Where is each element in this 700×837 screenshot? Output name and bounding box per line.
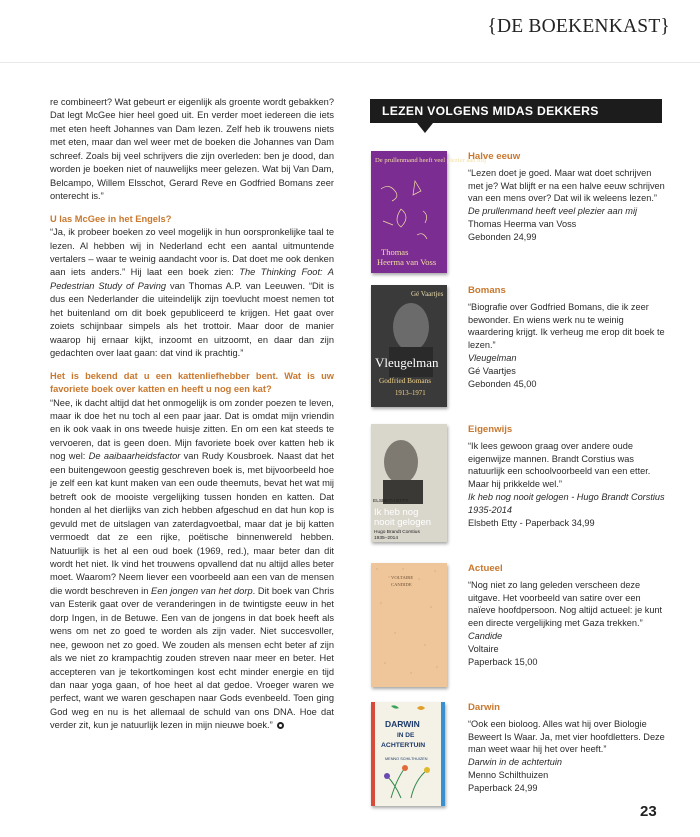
cover-art	[371, 563, 447, 687]
answer-text: “Nee, ik dacht altijd dat het onmogelijk is om zonder poezen te leven, maar ik doe het nu toch al een paar jaar. Dat is omdat mijn vriendin en ik ook vaak in ons tweede huisje zitten. En om een kat steeds te vervoeren, dat is geen doen. Mijn favoriete boek over katten heb ik nog wel:	[50, 397, 334, 462]
book-quote: “Biografie over Godfried Bomans, die ik zeer bewonder. En wiens werk nu te weinig waardering krijgt. Ik verheug me erop dit boek te lezen.”	[468, 301, 665, 351]
book-title-mention: De aaibaarheidsfactor	[88, 451, 181, 462]
answer-text: “Ja, ik probeer boeken zo veel mogelijk in hun oorspronkelijke taal te lezen. Al hebben wij in Nederland echt een aantal uitmuntende vertalers – waar te weinig aandacht voor is. Dat doet me ook denken aan iets anders.” Hij laat een boek zien:	[50, 227, 334, 278]
book-entry-eigenwijs	[468, 424, 668, 529]
sidebar-pointer-icon	[417, 123, 433, 133]
book-entry-darwin	[468, 702, 668, 795]
cover-author-last: Heerma van Voss	[377, 257, 437, 267]
book-price: Gebonden 24,99	[468, 231, 537, 242]
interview-question: Het is bekend dat u een kattenliefhebber bent. Wat is uw favoriete boek over katten en heeft u nog een kat?	[50, 370, 334, 395]
book-title: Vleugelman	[468, 352, 517, 363]
book-category: Halve eeuw	[468, 151, 521, 162]
book-cover-ik-heb-nog-nooit-gelogen	[371, 424, 447, 542]
book-quote: “Nog niet zo lang geleden verscheen deze uitgave. Het voorbeeld van satire over een naïeve hoofdpersoon. Nog altijd actueel: je kunt een directe vergelijking met Gaza trekken.”	[468, 579, 663, 629]
cover-author: MENNO SCHILTHUIZEN	[385, 757, 428, 761]
cover-author: ELSBETH ETTY	[373, 499, 409, 504]
book-title: Ik heb nog nooit gelogen - Hugo Brandt Corstius 1935-2014	[468, 491, 665, 515]
book-title: Candide	[468, 630, 503, 641]
interview-question: U las McGee in het Engels?	[50, 213, 172, 224]
cover-title: CANDIDE	[391, 582, 412, 587]
cover-years: 1913–1971	[395, 390, 426, 397]
cover-author: Gé Vaartjes	[411, 290, 444, 298]
book-cover-vleugelman	[371, 285, 447, 407]
cover-title-line2: IN DE	[397, 732, 415, 739]
book-cover-prullenmand	[371, 151, 486, 273]
book-entry-halve-eeuw	[468, 151, 668, 244]
book-entry-bomans	[468, 285, 668, 390]
cover-author-first: Thomas	[381, 247, 409, 257]
book-category: Actueel	[468, 563, 503, 574]
book-quote: “Ook een bioloog. Alles wat hij over Biologie Beweert Is Waar. Ja, met vier hoofdletters. Deze man weet waar hij het over heeft.”	[468, 718, 665, 755]
cover-title-line3: ACHTERTUIN	[381, 742, 426, 749]
interview-answer	[50, 226, 334, 361]
book-price: Paperback 24,99	[468, 782, 538, 793]
book-author: Voltaire	[468, 643, 499, 654]
cover-title-line1: Ik heb nog	[374, 507, 419, 518]
header-divider	[0, 62, 700, 63]
cover-title: De prullenmand heeft veel plezier aan mij	[375, 157, 486, 164]
book-author: Menno Schilthuizen	[468, 769, 549, 780]
cover-subtitle: Hugo Brandt Corstius	[374, 530, 420, 535]
cover-title-line1: DARWIN	[385, 719, 420, 729]
answer-text: van Thomas A.P. van Leeuwen. “Dit is dus een Nederlander die uiteindelijk zijn toevlucht moest nemen tot het buitenland om dit boek gepubliceerd te krijgen. Het gaat over zoiets schijnbaar simpels als het trottoir. Maar door de manier waarop hij ernaar kijkt, inzoomt en uitzoomt, en daar dan zijn gedachten over laat gaan: dat vind ik prachtig.”	[50, 280, 334, 359]
interview-answer	[50, 397, 334, 733]
book-title-mention: The Thinking Foot: A Pedestrian Study of Paving	[50, 267, 334, 291]
book-cover-candide	[371, 563, 447, 687]
book-author: Gé Vaartjes	[468, 365, 516, 376]
sidebar-title: LEZEN VOLGENS MIDAS DEKKERS	[370, 99, 662, 123]
book-author: Thomas Heerma van Voss	[468, 218, 577, 229]
cover-art	[371, 702, 445, 806]
book-author-price: Elsbeth Etty - Paperback 34,99	[468, 517, 595, 528]
book-price: Paperback 15,00	[468, 656, 538, 667]
section-title: {DE BOEKENKAST}	[487, 16, 670, 37]
cover-author: VOLTAIRE	[391, 575, 414, 580]
answer-text: . Dit boek van Chris van Esterik gaat over de veranderingen in de twintigste eeuw in het dorp Ingen, in de Betuwe. Een van de jongens in dat boek heeft als wens om net zo goed te worden als zijn vader. Niet succesvoller, nee, gewoon net zo goed. We zouden als mensen echt beter af zijn als we niet zo krampachtig zouden streven naar meer en beter. Het accepteren van je tekortkomingen kost echt minder energie en tijd dan naar yoga gaan, of hoe heet al dat gedoe. Vroeger waren we perfect, want we waren geschapen naar Gods evenbeeld. Toen ging God weg en nu is het allemaal de schuld van ons DNA. Hoe dat verder zit, kun je natuurlijk lezen in mijn nieuwe boek.”	[50, 585, 335, 731]
cover-art	[371, 424, 447, 542]
cover-title-line2: nooit gelogen	[374, 517, 432, 528]
page-number: 23	[640, 803, 657, 820]
cover-subtitle: Godfried Bomans	[379, 376, 432, 385]
answer-text: van Rudy Kousbroek. Naast dat het een buitengewoon geestig geschreven boek is, met bijvoorbeeld hoe je zelf een kat kunt maken van een oude theemuts, bevat het wat mij betreft ook de mooiste vergelijking tussen honden en katten. Dat honden al het dierlijks van zich hebben afgeschud en dat hun kop is gevuld met de uitslagen van zaterdagvoetbal, maar dat je bij katten vermoedt dat ze een rijke, poëtische binnenwereld hebben. Natuurlijk is het al een oud boek (1969, red.), maar beter dan dit wordt het niet. Ik vind het trouwens opvallend dat nu altijd alles beter moet. Waarom? Neem liever een voorbeeld aan een van de mensen die wordt beschreven in	[50, 451, 334, 596]
book-entry-actueel	[468, 563, 668, 668]
book-price: Gebonden 45,00	[468, 378, 537, 389]
book-category: Darwin	[468, 702, 500, 713]
book-quote: “Lezen doet je goed. Maar wat doet schrijven met je? Wat blijft er na een halve eeuw schrijven van een mens over? Dat wil ik weleens lezen.”	[468, 167, 665, 204]
book-category: Eigenwijs	[468, 424, 513, 435]
cover-art	[371, 151, 486, 273]
cover-art	[371, 285, 447, 407]
end-of-article-icon	[277, 722, 284, 729]
article-column	[50, 96, 334, 733]
book-cover-darwin	[371, 702, 445, 806]
book-title: Darwin in de achtertuin	[468, 757, 562, 768]
book-quote: “Ik lees gewoon graag over andere oude eigenwijze mannen. Brandt Corstius was natuurlijk een schoolvoorbeeld van een etter. Maar hij prikkelde wel.”	[468, 440, 651, 490]
book-title-mention: Een jongen van het dorp	[151, 585, 253, 596]
article-paragraph: re combineert? Wat gebeurt er eigenlijk als groente wordt gebakken? Dat legt McGee hier heel goed uit. En verder moet iedereen die iets met eten heeft Johannes van Dam lezen. Zelf heb ik trouwens niets met eten, maar dan wel weer met de boeken die Johannes van Dam schreef. Zoals bij veel schrijvers die zijn overleden: ben je dood, dan worden je boeken niet of nauwelijks meer gelezen. Wat bij Van Dam, Belcampo, Willem Elsschot, Gerard Reve en Godfried Bomans zeer onterecht is.”	[50, 97, 334, 202]
cover-years: 1935–2014	[374, 536, 399, 541]
book-category: Bomans	[468, 285, 506, 296]
cover-title: Vleugelman	[375, 355, 439, 370]
book-title: De prullenmand heeft veel plezier aan mij	[468, 206, 638, 217]
